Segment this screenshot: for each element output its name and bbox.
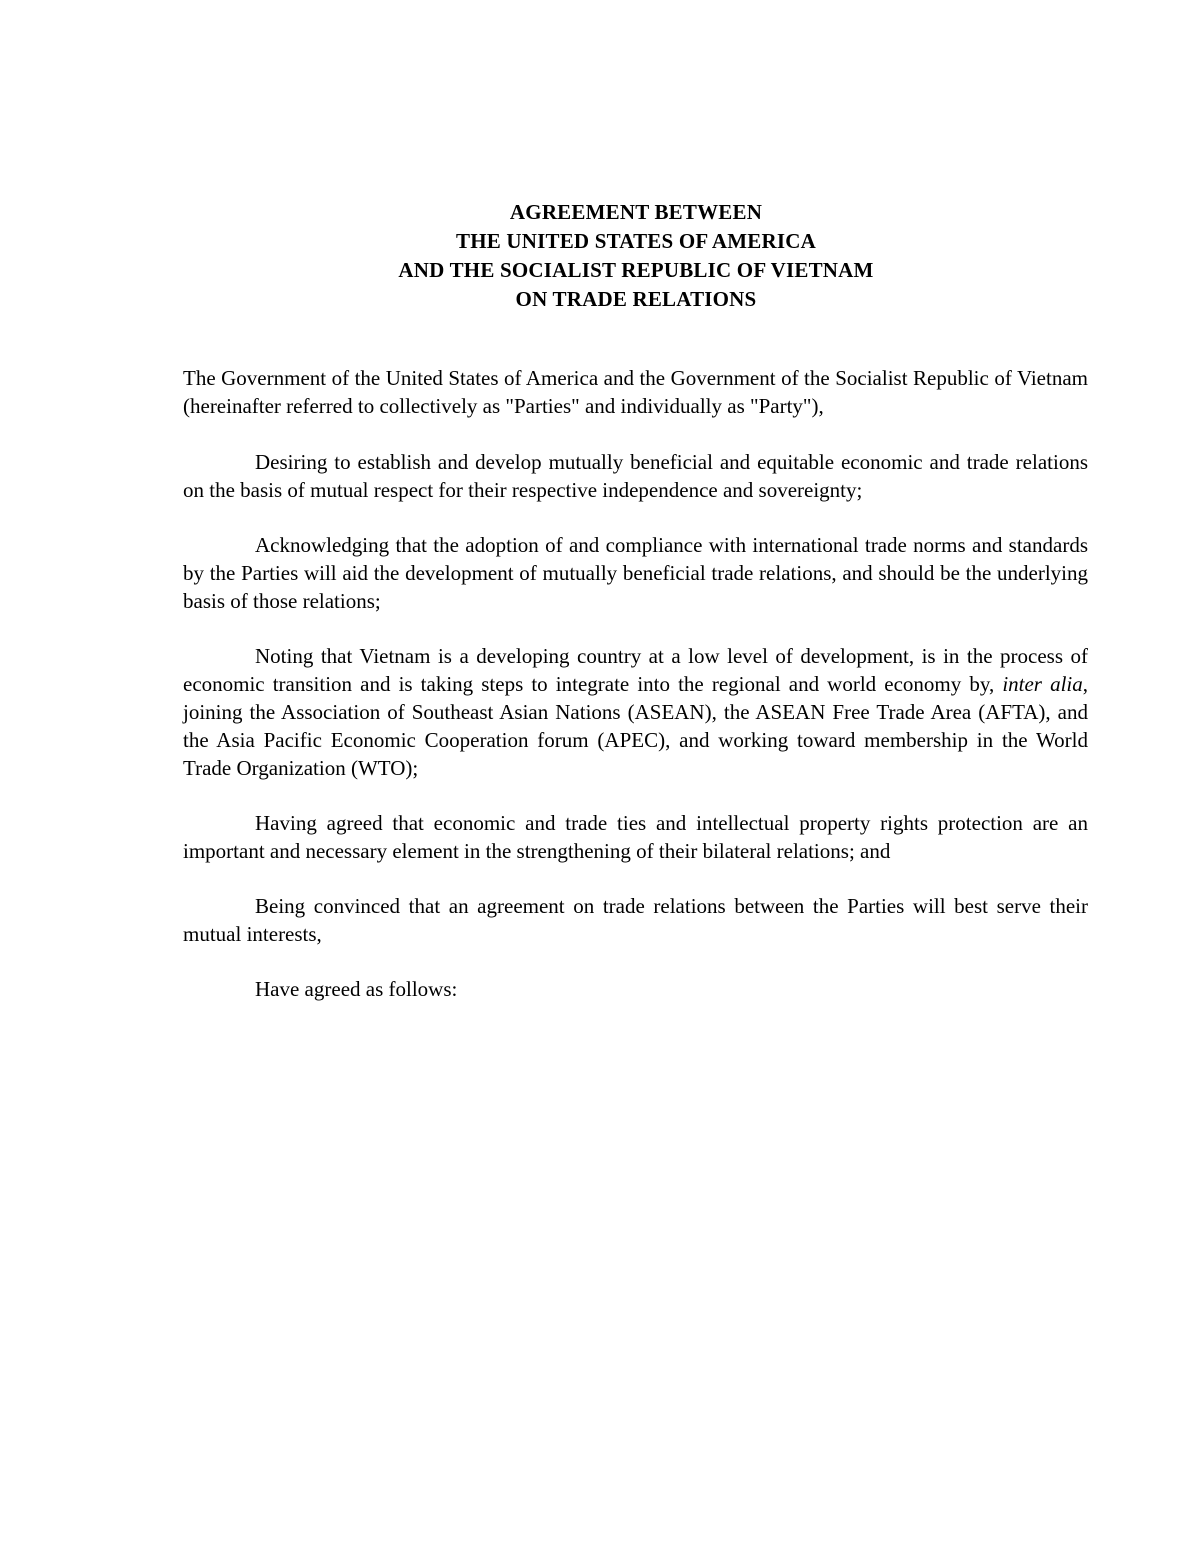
inter-alia-italic: inter alia <box>1002 672 1083 696</box>
preamble-intro-paragraph: The Government of the United States of America and the Government of the Socialist Republic of Vietnam (hereinafter referred to collectively as "Parties" and individually as "Party"), <box>183 366 1088 418</box>
desiring-paragraph: Desiring to establish and develop mutually beneficial and equitable economic and trade relations on the basis of mutual respect for their respective independence and sovereignty; <box>183 450 1088 502</box>
title-line-2: THE UNITED STATES OF AMERICA <box>456 229 816 253</box>
noting-text-end: , joining the Association of Southeast Asian Nations (ASEAN), the ASEAN Free Trade Area (AFTA), and the Asia Pacific Economic Cooperation forum (APEC), and working toward membership in the World Trade Organization (WTO); <box>183 672 1088 780</box>
noting-text-start: Noting that Vietnam is a developing country at a low level of development, is in the process of economic transition and is taking steps to integrate into the regional and world economy by, <box>183 644 1088 696</box>
title-line-3: AND THE SOCIALIST REPUBLIC OF VIETNAM <box>398 258 874 282</box>
title-line-1: AGREEMENT BETWEEN <box>509 200 763 224</box>
noting-paragraph <box>183 642 1088 782</box>
having-agreed-paragraph: Having agreed that economic and trade ties and intellectual property rights protection are an important and necessary element in the strengthening of their bilateral relations; and <box>183 811 1088 863</box>
agreement-title <box>0 198 1200 314</box>
closing-paragraph: Have agreed as follows: <box>255 977 458 1001</box>
preamble-body <box>183 364 1088 1030</box>
title-line-4: ON TRADE RELATIONS <box>515 287 757 311</box>
being-convinced-paragraph: Being convinced that an agreement on trade relations between the Parties will best serve their mutual interests, <box>183 894 1088 946</box>
acknowledging-paragraph: Acknowledging that the adoption of and compliance with international trade norms and standards by the Parties will aid the development of mutually beneficial trade relations, and should be the underlying basis of those relations; <box>183 533 1088 613</box>
